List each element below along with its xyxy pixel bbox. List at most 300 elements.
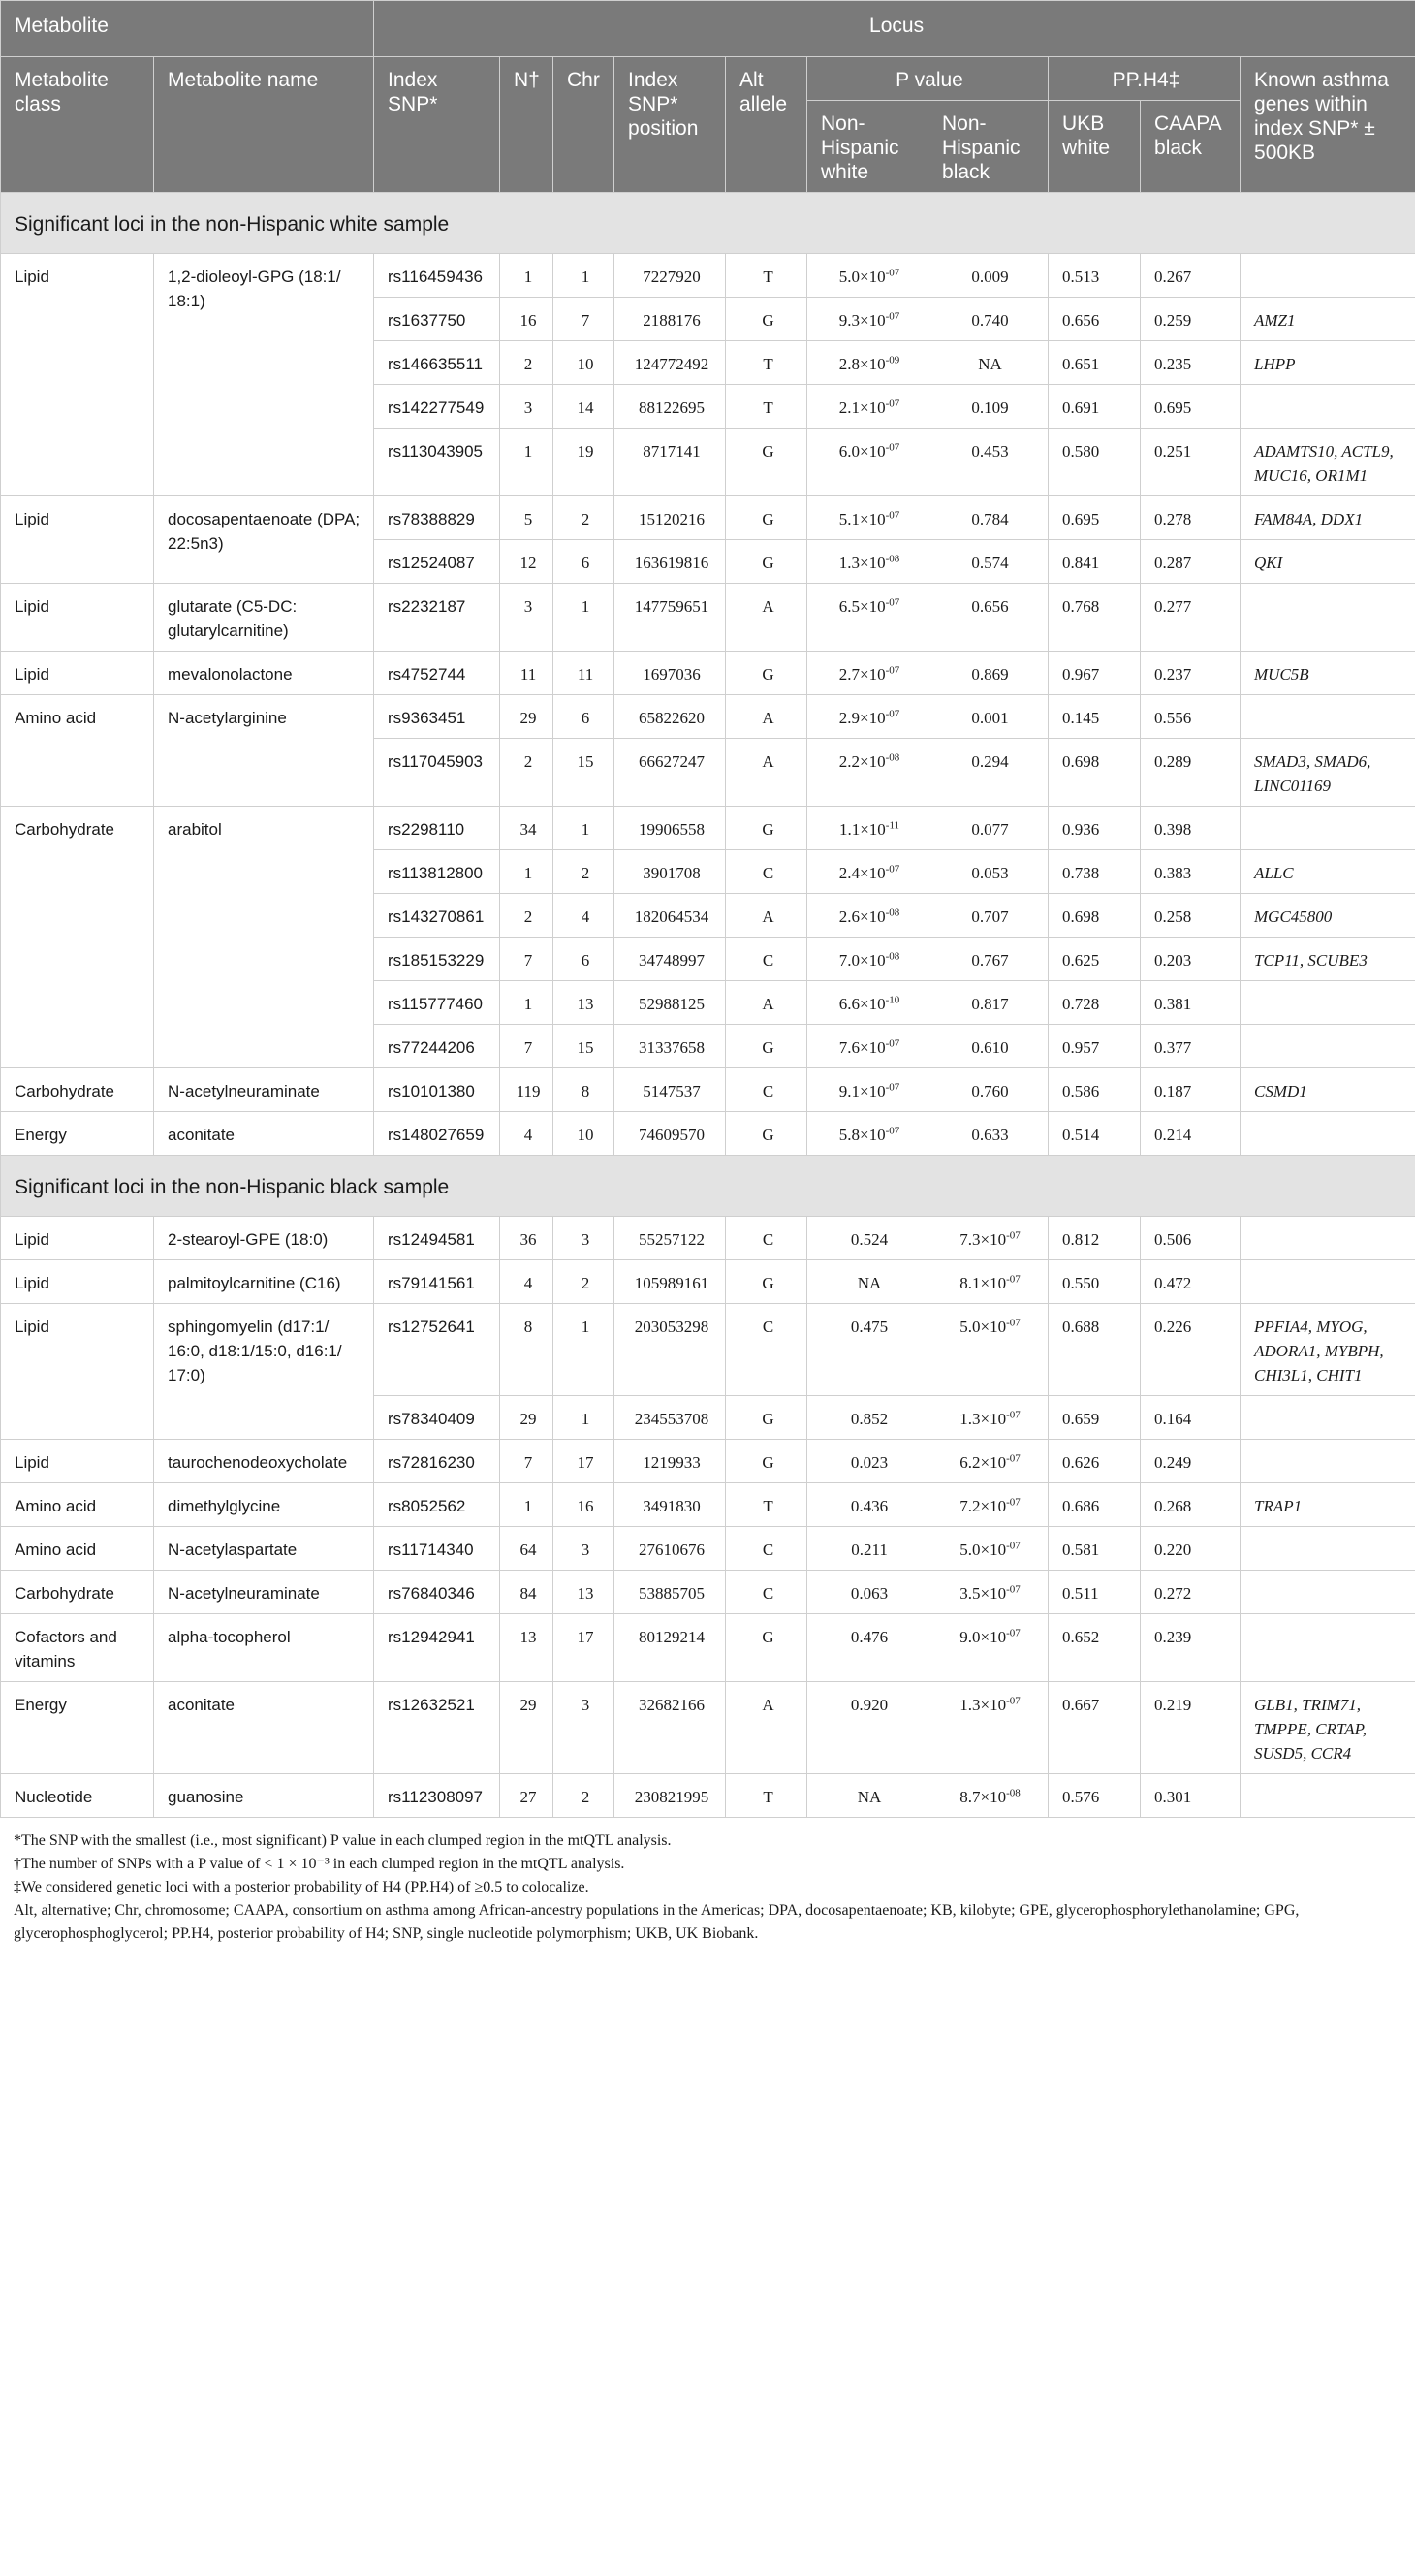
index-snp-cell: rs1637750 bbox=[374, 298, 500, 341]
position-cell: 15120216 bbox=[614, 496, 726, 540]
p-white-cell-exponent: -08 bbox=[885, 906, 900, 919]
chr-cell: 1 bbox=[553, 254, 614, 298]
p-black-cell-mantissa: 3.5×10 bbox=[959, 1584, 1007, 1603]
alt-allele-cell: C bbox=[726, 1304, 807, 1396]
index-snp-cell: rs146635511 bbox=[374, 341, 500, 385]
alt-allele-cell: G bbox=[726, 652, 807, 695]
p-white-cell-exponent: -07 bbox=[885, 664, 900, 677]
p-white-cell-mantissa: 0.852 bbox=[850, 1410, 889, 1428]
ukb-white-cell: 0.957 bbox=[1049, 1025, 1141, 1068]
ukb-white-cell: 0.652 bbox=[1049, 1614, 1141, 1682]
asthma-genes-cell: ADAMTS10, ACTL9, MUC16, OR1M1 bbox=[1241, 429, 1415, 496]
p-black-cell bbox=[928, 1774, 1049, 1818]
p-black-cell-mantissa: 0.610 bbox=[971, 1038, 1009, 1057]
table-row bbox=[1, 1774, 1415, 1818]
position-cell: 163619816 bbox=[614, 540, 726, 584]
caapa-black-cell: 0.278 bbox=[1141, 496, 1241, 540]
p-black-cell-mantissa: 0.656 bbox=[971, 597, 1009, 616]
chr-cell: 10 bbox=[553, 341, 614, 385]
alt-allele-cell: A bbox=[726, 695, 807, 739]
asthma-genes-cell bbox=[1241, 385, 1415, 429]
n-cell: 29 bbox=[500, 1682, 553, 1774]
ukb-white-cell: 0.580 bbox=[1049, 429, 1141, 496]
p-black-cell-mantissa: 7.2×10 bbox=[959, 1497, 1007, 1515]
p-black-cell-mantissa: 5.0×10 bbox=[959, 1541, 1007, 1559]
table-row bbox=[1, 1217, 1415, 1260]
alt-allele-cell: G bbox=[726, 807, 807, 850]
p-white-cell-mantissa: 5.8×10 bbox=[838, 1126, 886, 1144]
index-snp-cell: rs4752744 bbox=[374, 652, 500, 695]
caapa-black-cell: 0.556 bbox=[1141, 695, 1241, 739]
index-snp-cell: rs9363451 bbox=[374, 695, 500, 739]
p-white-cell-mantissa: 9.1×10 bbox=[838, 1082, 886, 1100]
p-black-cell-mantissa: 0.869 bbox=[971, 665, 1009, 684]
position-cell: 7227920 bbox=[614, 254, 726, 298]
p-black-cell-mantissa: 0.077 bbox=[971, 820, 1009, 839]
p-black-cell bbox=[928, 1440, 1049, 1483]
caapa-black-cell: 0.268 bbox=[1141, 1483, 1241, 1527]
ukb-white-cell: 0.698 bbox=[1049, 739, 1141, 807]
caapa-black-cell: 0.277 bbox=[1141, 584, 1241, 652]
chr-cell: 3 bbox=[553, 1527, 614, 1571]
section-row bbox=[1, 1156, 1415, 1217]
n-cell: 12 bbox=[500, 540, 553, 584]
header-chr: Chr bbox=[553, 57, 614, 193]
chr-cell: 10 bbox=[553, 1112, 614, 1156]
asthma-genes-cell bbox=[1241, 1112, 1415, 1156]
p-white-cell-mantissa: 5.1×10 bbox=[838, 510, 886, 528]
p-white-cell bbox=[807, 1527, 928, 1571]
p-white-cell-mantissa: 0.023 bbox=[850, 1453, 889, 1472]
p-black-cell-mantissa: 1.3×10 bbox=[959, 1410, 1007, 1428]
chr-cell: 1 bbox=[553, 1396, 614, 1440]
p-white-cell-mantissa: 7.6×10 bbox=[838, 1038, 886, 1057]
asthma-genes-cell bbox=[1241, 1396, 1415, 1440]
p-white-cell-exponent: -08 bbox=[885, 751, 900, 764]
p-white-cell bbox=[807, 1260, 928, 1304]
position-cell: 27610676 bbox=[614, 1527, 726, 1571]
p-white-cell bbox=[807, 1483, 928, 1527]
n-cell: 1 bbox=[500, 850, 553, 894]
p-black-cell-mantissa: 0.767 bbox=[971, 951, 1009, 970]
alt-allele-cell: A bbox=[726, 1682, 807, 1774]
header-ukb-white: UKB white bbox=[1049, 101, 1141, 193]
asthma-genes-cell: GLB1, TRIM71, TMPPE, CRTAP, SUSD5, CCR4 bbox=[1241, 1682, 1415, 1774]
p-white-cell-mantissa: 2.2×10 bbox=[838, 752, 886, 771]
p-black-cell-mantissa: 0.109 bbox=[971, 398, 1009, 417]
index-snp-cell: rs113043905 bbox=[374, 429, 500, 496]
alt-allele-cell: T bbox=[726, 385, 807, 429]
p-white-cell bbox=[807, 298, 928, 341]
index-snp-cell: rs11714340 bbox=[374, 1527, 500, 1571]
metabolite-class-cell: Cofactors and vitamins bbox=[1, 1614, 154, 1682]
p-black-cell bbox=[928, 540, 1049, 584]
asthma-genes-cell bbox=[1241, 1614, 1415, 1682]
ukb-white-cell: 0.936 bbox=[1049, 807, 1141, 850]
position-cell: 66627247 bbox=[614, 739, 726, 807]
p-white-cell bbox=[807, 1068, 928, 1112]
header-known-asthma-genes: Known asthma genes within index SNP* ± 500KB bbox=[1241, 57, 1415, 193]
n-cell: 1 bbox=[500, 429, 553, 496]
metabolite-name-cell: 1,2-dioleoyl-GPG (18:1/ 18:1) bbox=[154, 254, 374, 496]
asthma-genes-cell: MGC45800 bbox=[1241, 894, 1415, 938]
table-row bbox=[1, 1571, 1415, 1614]
index-snp-cell: rs10101380 bbox=[374, 1068, 500, 1112]
metabolite-name-cell: palmitoylcarnitine (C16) bbox=[154, 1260, 374, 1304]
p-black-cell-exponent: -07 bbox=[1006, 1452, 1021, 1465]
chr-cell: 6 bbox=[553, 540, 614, 584]
n-cell: 4 bbox=[500, 1260, 553, 1304]
p-white-cell-exponent: -08 bbox=[885, 553, 900, 565]
metabolite-class-cell: Lipid bbox=[1, 584, 154, 652]
position-cell: 80129214 bbox=[614, 1614, 726, 1682]
asthma-genes-cell: MUC5B bbox=[1241, 652, 1415, 695]
ukb-white-cell: 0.586 bbox=[1049, 1068, 1141, 1112]
index-snp-cell: rs12494581 bbox=[374, 1217, 500, 1260]
p-black-cell bbox=[928, 1614, 1049, 1682]
chr-cell: 6 bbox=[553, 695, 614, 739]
asthma-genes-cell bbox=[1241, 1260, 1415, 1304]
index-snp-cell: rs112308097 bbox=[374, 1774, 500, 1818]
position-cell: 1697036 bbox=[614, 652, 726, 695]
asthma-genes-cell bbox=[1241, 1217, 1415, 1260]
alt-allele-cell: A bbox=[726, 981, 807, 1025]
p-white-cell bbox=[807, 429, 928, 496]
chr-cell: 13 bbox=[553, 1571, 614, 1614]
p-black-cell bbox=[928, 341, 1049, 385]
chr-cell: 2 bbox=[553, 1260, 614, 1304]
p-white-cell bbox=[807, 739, 928, 807]
header-metabolite-class: Metabolite class bbox=[1, 57, 154, 193]
caapa-black-cell: 0.220 bbox=[1141, 1527, 1241, 1571]
alt-allele-cell: A bbox=[726, 584, 807, 652]
table-header bbox=[1, 1, 1415, 193]
p-black-cell-mantissa: 7.3×10 bbox=[959, 1230, 1007, 1249]
header-index-snp: Index SNP* bbox=[374, 57, 500, 193]
ukb-white-cell: 0.513 bbox=[1049, 254, 1141, 298]
position-cell: 230821995 bbox=[614, 1774, 726, 1818]
p-white-cell bbox=[807, 981, 928, 1025]
p-black-cell-mantissa: 0.817 bbox=[971, 995, 1009, 1013]
p-black-cell-mantissa: 0.294 bbox=[971, 752, 1009, 771]
p-white-cell-mantissa: 5.0×10 bbox=[838, 268, 886, 286]
position-cell: 3491830 bbox=[614, 1483, 726, 1527]
header-pp-h4: PP.H4‡ bbox=[1049, 57, 1241, 101]
p-white-cell-mantissa: 6.5×10 bbox=[838, 597, 886, 616]
ukb-white-cell: 0.768 bbox=[1049, 584, 1141, 652]
p-black-cell bbox=[928, 652, 1049, 695]
p-black-cell bbox=[928, 298, 1049, 341]
header-index-snp-position: Index SNP* position bbox=[614, 57, 726, 193]
alt-allele-cell: A bbox=[726, 739, 807, 807]
metabolite-class-cell: Lipid bbox=[1, 1440, 154, 1483]
p-black-cell-exponent: -08 bbox=[1006, 1787, 1021, 1799]
p-white-cell-exponent: -07 bbox=[885, 1037, 900, 1050]
p-black-cell bbox=[928, 850, 1049, 894]
asthma-genes-cell: QKI bbox=[1241, 540, 1415, 584]
chr-cell: 15 bbox=[553, 739, 614, 807]
p-white-cell-exponent: -07 bbox=[885, 267, 900, 279]
caapa-black-cell: 0.272 bbox=[1141, 1571, 1241, 1614]
position-cell: 65822620 bbox=[614, 695, 726, 739]
ukb-white-cell: 0.967 bbox=[1049, 652, 1141, 695]
index-snp-cell: rs115777460 bbox=[374, 981, 500, 1025]
header-alt-allele: Alt allele bbox=[726, 57, 807, 193]
position-cell: 55257122 bbox=[614, 1217, 726, 1260]
p-black-cell-exponent: -07 bbox=[1006, 1409, 1021, 1421]
position-cell: 32682166 bbox=[614, 1682, 726, 1774]
p-white-cell-exponent: -07 bbox=[885, 596, 900, 609]
metabolite-class-cell: Lipid bbox=[1, 254, 154, 496]
position-cell: 19906558 bbox=[614, 807, 726, 850]
chr-cell: 2 bbox=[553, 496, 614, 540]
table-row bbox=[1, 652, 1415, 695]
p-white-cell bbox=[807, 807, 928, 850]
header-metabolite-name: Metabolite name bbox=[154, 57, 374, 193]
caapa-black-cell: 0.251 bbox=[1141, 429, 1241, 496]
ukb-white-cell: 0.651 bbox=[1049, 341, 1141, 385]
p-white-cell-mantissa: 1.3×10 bbox=[838, 554, 886, 572]
header-caapa-black: CAAPA black bbox=[1141, 101, 1241, 193]
table-footnotes bbox=[0, 1818, 1415, 1954]
p-black-cell-mantissa: 8.1×10 bbox=[959, 1274, 1007, 1292]
n-cell: 5 bbox=[500, 496, 553, 540]
asthma-genes-cell bbox=[1241, 1571, 1415, 1614]
index-snp-cell: rs143270861 bbox=[374, 894, 500, 938]
index-snp-cell: rs142277549 bbox=[374, 385, 500, 429]
metabolite-name-cell: aconitate bbox=[154, 1682, 374, 1774]
p-white-cell-mantissa: 9.3×10 bbox=[838, 311, 886, 330]
alt-allele-cell: C bbox=[726, 1527, 807, 1571]
p-white-cell-exponent: -07 bbox=[885, 509, 900, 522]
chr-cell: 19 bbox=[553, 429, 614, 496]
chr-cell: 1 bbox=[553, 1304, 614, 1396]
p-white-cell-mantissa: 2.4×10 bbox=[838, 864, 886, 882]
p-white-cell bbox=[807, 341, 928, 385]
caapa-black-cell: 0.226 bbox=[1141, 1304, 1241, 1396]
p-black-cell-mantissa: 1.3×10 bbox=[959, 1696, 1007, 1714]
index-snp-cell: rs12632521 bbox=[374, 1682, 500, 1774]
p-white-cell bbox=[807, 385, 928, 429]
asthma-genes-cell bbox=[1241, 807, 1415, 850]
n-cell: 7 bbox=[500, 938, 553, 981]
p-black-cell-mantissa: 0.053 bbox=[971, 864, 1009, 882]
ukb-white-cell: 0.514 bbox=[1049, 1112, 1141, 1156]
index-snp-cell: rs12524087 bbox=[374, 540, 500, 584]
asthma-genes-cell: FAM84A, DDX1 bbox=[1241, 496, 1415, 540]
header-n: N† bbox=[500, 57, 553, 193]
p-white-cell-exponent: -09 bbox=[885, 354, 900, 366]
index-snp-cell: rs117045903 bbox=[374, 739, 500, 807]
p-white-cell bbox=[807, 938, 928, 981]
caapa-black-cell: 0.695 bbox=[1141, 385, 1241, 429]
p-black-cell-exponent: -07 bbox=[1006, 1695, 1021, 1707]
caapa-black-cell: 0.219 bbox=[1141, 1682, 1241, 1774]
position-cell: 2188176 bbox=[614, 298, 726, 341]
p-black-cell-exponent: -07 bbox=[1006, 1583, 1021, 1596]
index-snp-cell: rs76840346 bbox=[374, 1571, 500, 1614]
header-metabolite: Metabolite bbox=[1, 1, 374, 57]
p-black-cell bbox=[928, 1260, 1049, 1304]
ukb-white-cell: 0.656 bbox=[1049, 298, 1141, 341]
p-black-cell bbox=[928, 981, 1049, 1025]
p-black-cell bbox=[928, 1068, 1049, 1112]
p-black-cell-mantissa: 0.574 bbox=[971, 554, 1009, 572]
table-row bbox=[1, 1068, 1415, 1112]
n-cell: 84 bbox=[500, 1571, 553, 1614]
p-black-cell bbox=[928, 938, 1049, 981]
caapa-black-cell: 0.187 bbox=[1141, 1068, 1241, 1112]
p-white-cell-mantissa: 2.9×10 bbox=[838, 709, 886, 727]
metabolite-class-cell: Lipid bbox=[1, 1304, 154, 1440]
caapa-black-cell: 0.398 bbox=[1141, 807, 1241, 850]
p-black-cell bbox=[928, 1571, 1049, 1614]
n-cell: 27 bbox=[500, 1774, 553, 1818]
p-white-cell-mantissa: 0.524 bbox=[850, 1230, 889, 1249]
p-white-cell-mantissa: 0.063 bbox=[850, 1584, 889, 1603]
ukb-white-cell: 0.667 bbox=[1049, 1682, 1141, 1774]
position-cell: 5147537 bbox=[614, 1068, 726, 1112]
p-white-cell-mantissa: 0.211 bbox=[851, 1541, 888, 1559]
p-white-cell-mantissa: 0.476 bbox=[850, 1628, 889, 1646]
alt-allele-cell: G bbox=[726, 1112, 807, 1156]
alt-allele-cell: T bbox=[726, 254, 807, 298]
metabolite-class-cell: Lipid bbox=[1, 1260, 154, 1304]
alt-allele-cell: C bbox=[726, 1217, 807, 1260]
table-row bbox=[1, 807, 1415, 850]
p-black-cell-mantissa: 0.760 bbox=[971, 1082, 1009, 1100]
alt-allele-cell: C bbox=[726, 1571, 807, 1614]
caapa-black-cell: 0.249 bbox=[1141, 1440, 1241, 1483]
n-cell: 34 bbox=[500, 807, 553, 850]
ukb-white-cell: 0.659 bbox=[1049, 1396, 1141, 1440]
p-white-cell bbox=[807, 1217, 928, 1260]
p-black-cell bbox=[928, 1217, 1049, 1260]
p-white-cell-exponent: -07 bbox=[885, 708, 900, 720]
p-black-cell-exponent: -07 bbox=[1006, 1627, 1021, 1639]
n-cell: 2 bbox=[500, 341, 553, 385]
section-row bbox=[1, 193, 1415, 254]
asthma-genes-cell bbox=[1241, 695, 1415, 739]
chr-cell: 16 bbox=[553, 1483, 614, 1527]
asthma-genes-cell: CSMD1 bbox=[1241, 1068, 1415, 1112]
p-white-cell bbox=[807, 1774, 928, 1818]
alt-allele-cell: A bbox=[726, 894, 807, 938]
table-row bbox=[1, 254, 1415, 298]
ukb-white-cell: 0.691 bbox=[1049, 385, 1141, 429]
metabolite-name-cell: N-acetylarginine bbox=[154, 695, 374, 807]
position-cell: 74609570 bbox=[614, 1112, 726, 1156]
p-white-cell-mantissa: 1.1×10 bbox=[838, 820, 886, 839]
position-cell: 1219933 bbox=[614, 1440, 726, 1483]
alt-allele-cell: G bbox=[726, 540, 807, 584]
table-body bbox=[1, 193, 1415, 1818]
p-black-cell-mantissa: 0.633 bbox=[971, 1126, 1009, 1144]
asthma-genes-cell: AMZ1 bbox=[1241, 298, 1415, 341]
n-cell: 3 bbox=[500, 385, 553, 429]
index-snp-cell: rs77244206 bbox=[374, 1025, 500, 1068]
p-white-cell bbox=[807, 1614, 928, 1682]
ukb-white-cell: 0.576 bbox=[1049, 1774, 1141, 1818]
p-black-cell bbox=[928, 1527, 1049, 1571]
n-cell: 36 bbox=[500, 1217, 553, 1260]
header-locus: Locus bbox=[374, 1, 1415, 57]
caapa-black-cell: 0.301 bbox=[1141, 1774, 1241, 1818]
p-white-cell-mantissa: NA bbox=[857, 1788, 882, 1806]
index-snp-cell: rs113812800 bbox=[374, 850, 500, 894]
metabolite-class-cell: Lipid bbox=[1, 1217, 154, 1260]
index-snp-cell: rs79141561 bbox=[374, 1260, 500, 1304]
p-white-cell-exponent: -11 bbox=[885, 819, 900, 832]
caapa-black-cell: 0.381 bbox=[1141, 981, 1241, 1025]
asthma-genes-cell: TRAP1 bbox=[1241, 1483, 1415, 1527]
p-black-cell-mantissa: 0.001 bbox=[971, 709, 1009, 727]
p-white-cell-exponent: -07 bbox=[885, 863, 900, 875]
header-p-value: P value bbox=[807, 57, 1049, 101]
p-black-cell-exponent: -07 bbox=[1006, 1229, 1021, 1242]
p-black-cell bbox=[928, 429, 1049, 496]
chr-cell: 13 bbox=[553, 981, 614, 1025]
caapa-black-cell: 0.287 bbox=[1141, 540, 1241, 584]
alt-allele-cell: G bbox=[726, 1025, 807, 1068]
n-cell: 3 bbox=[500, 584, 553, 652]
p-white-cell-mantissa: NA bbox=[857, 1274, 882, 1292]
position-cell: 182064534 bbox=[614, 894, 726, 938]
alt-allele-cell: G bbox=[726, 1614, 807, 1682]
alt-allele-cell: G bbox=[726, 1396, 807, 1440]
p-white-cell bbox=[807, 1440, 928, 1483]
p-black-cell bbox=[928, 1682, 1049, 1774]
p-black-cell bbox=[928, 739, 1049, 807]
p-white-cell bbox=[807, 894, 928, 938]
p-black-cell bbox=[928, 1112, 1049, 1156]
metabolite-class-cell: Carbohydrate bbox=[1, 807, 154, 1068]
asthma-genes-cell: SMAD3, SMAD6, LINC01169 bbox=[1241, 739, 1415, 807]
caapa-black-cell: 0.239 bbox=[1141, 1614, 1241, 1682]
footnote: †The number of SNPs with a P value of < 1 × 10⁻³ in each clumped region in the mtQTL analysis. bbox=[14, 1856, 625, 1872]
p-white-cell bbox=[807, 496, 928, 540]
p-white-cell bbox=[807, 1112, 928, 1156]
caapa-black-cell: 0.235 bbox=[1141, 341, 1241, 385]
p-white-cell-mantissa: 6.0×10 bbox=[838, 442, 886, 461]
alt-allele-cell: C bbox=[726, 1068, 807, 1112]
p-white-cell-mantissa: 0.436 bbox=[850, 1497, 889, 1515]
ukb-white-cell: 0.841 bbox=[1049, 540, 1141, 584]
p-white-cell-mantissa: 7.0×10 bbox=[838, 951, 886, 970]
metabolite-name-cell: aconitate bbox=[154, 1112, 374, 1156]
chr-cell: 15 bbox=[553, 1025, 614, 1068]
p-white-cell-exponent: -07 bbox=[885, 398, 900, 410]
n-cell: 2 bbox=[500, 894, 553, 938]
p-black-cell bbox=[928, 1025, 1049, 1068]
metabolite-class-cell: Amino acid bbox=[1, 1527, 154, 1571]
p-white-cell-mantissa: 2.7×10 bbox=[838, 665, 886, 684]
caapa-black-cell: 0.164 bbox=[1141, 1396, 1241, 1440]
p-black-cell bbox=[928, 1396, 1049, 1440]
caapa-black-cell: 0.377 bbox=[1141, 1025, 1241, 1068]
index-snp-cell: rs12752641 bbox=[374, 1304, 500, 1396]
section-title: Significant loci in the non-Hispanic white sample bbox=[1, 193, 1415, 254]
p-white-cell-exponent: -07 bbox=[885, 310, 900, 323]
position-cell: 147759651 bbox=[614, 584, 726, 652]
p-black-cell bbox=[928, 807, 1049, 850]
p-black-cell bbox=[928, 584, 1049, 652]
p-black-cell-mantissa: NA bbox=[978, 355, 1002, 373]
index-snp-cell: rs116459436 bbox=[374, 254, 500, 298]
position-cell: 88122695 bbox=[614, 385, 726, 429]
n-cell: 29 bbox=[500, 1396, 553, 1440]
table-row bbox=[1, 1483, 1415, 1527]
